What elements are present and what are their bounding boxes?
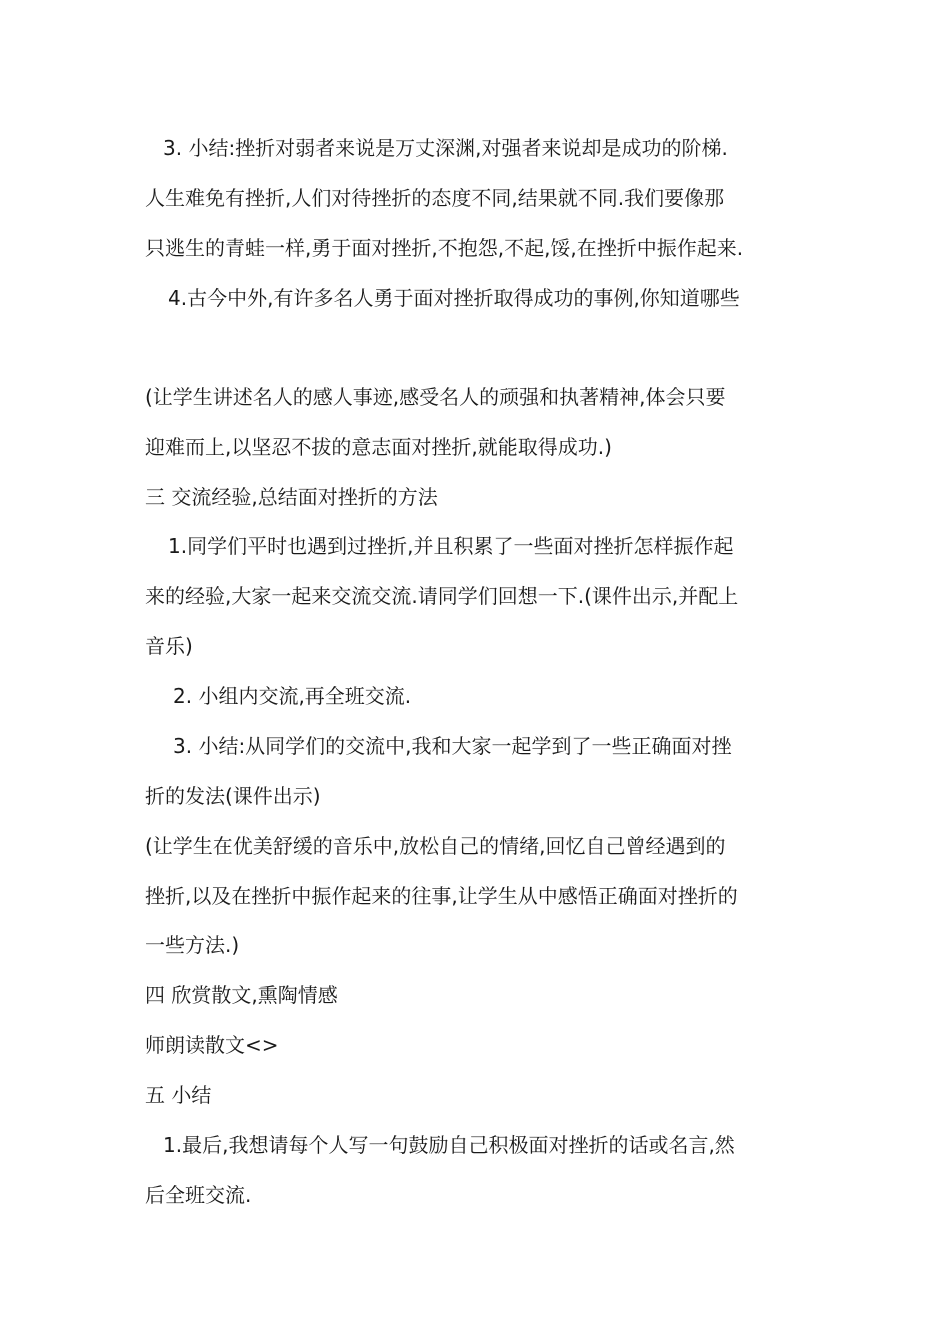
item-4-line: 4.古今中外,有许多名人勇于面对挫折取得成功的事例,你知道哪些 [168,286,740,310]
section-4-heading: 四 欣赏散文,熏陶情感 [145,983,338,1007]
section-3-item-3-line-2: 折的发法(课件出示) [145,784,321,808]
summary-3-line-1: 3. 小结:挫折对弱者来说是万丈深渊,对强者来说却是成功的阶梯. [163,136,728,160]
section-5-item-1-line-1: 1.最后,我想请每个人写一句鼓励自己积极面对挫折的话或名言,然 [163,1133,735,1157]
note-1-line-2: 迎难而上,以坚忍不拔的意志面对挫折,就能取得成功.) [145,435,612,459]
note-2-line-1: (让学生在优美舒缓的音乐中,放松自己的情绪,回忆自己曾经遇到的 [145,834,726,858]
note-2-line-2: 挫折,以及在挫折中振作起来的往事,让学生从中感悟正确面对挫折的 [145,884,738,908]
section-3-item-2-line: 2. 小组内交流,再全班交流. [173,684,412,708]
note-2-line-3: 一些方法.) [145,933,240,957]
section-3-item-1-line-3: 音乐) [145,634,193,658]
section-3-heading: 三 交流经验,总结面对挫折的方法 [145,485,438,509]
summary-3-line-2: 人生难免有挫折,人们对待挫折的态度不同,结果就不同.我们要像那 [145,186,725,210]
section-5-item-1-line-2: 后全班交流. [145,1183,252,1207]
section-3-item-1-line-1: 1.同学们平时也遇到过挫折,并且积累了一些面对挫折怎样振作起 [168,534,734,558]
note-1-line-1: (让学生讲述名人的感人事迹,感受名人的顽强和执著精神,体会只要 [145,385,726,409]
section-5-heading: 五 小结 [145,1083,212,1107]
section-3-item-1-line-2: 来的经验,大家一起来交流交流.请同学们回想一下.(课件出示,并配上 [145,584,739,608]
section-3-item-3-line-1: 3. 小结:从同学们的交流中,我和大家一起学到了一些正确面对挫 [173,734,732,758]
summary-3-line-3: 只逃生的青蛙一样,勇于面对挫折,不抱怨,不起,馁,在挫折中振作起来. [145,236,744,260]
section-4-text: 师朗读散文<> [145,1033,279,1057]
